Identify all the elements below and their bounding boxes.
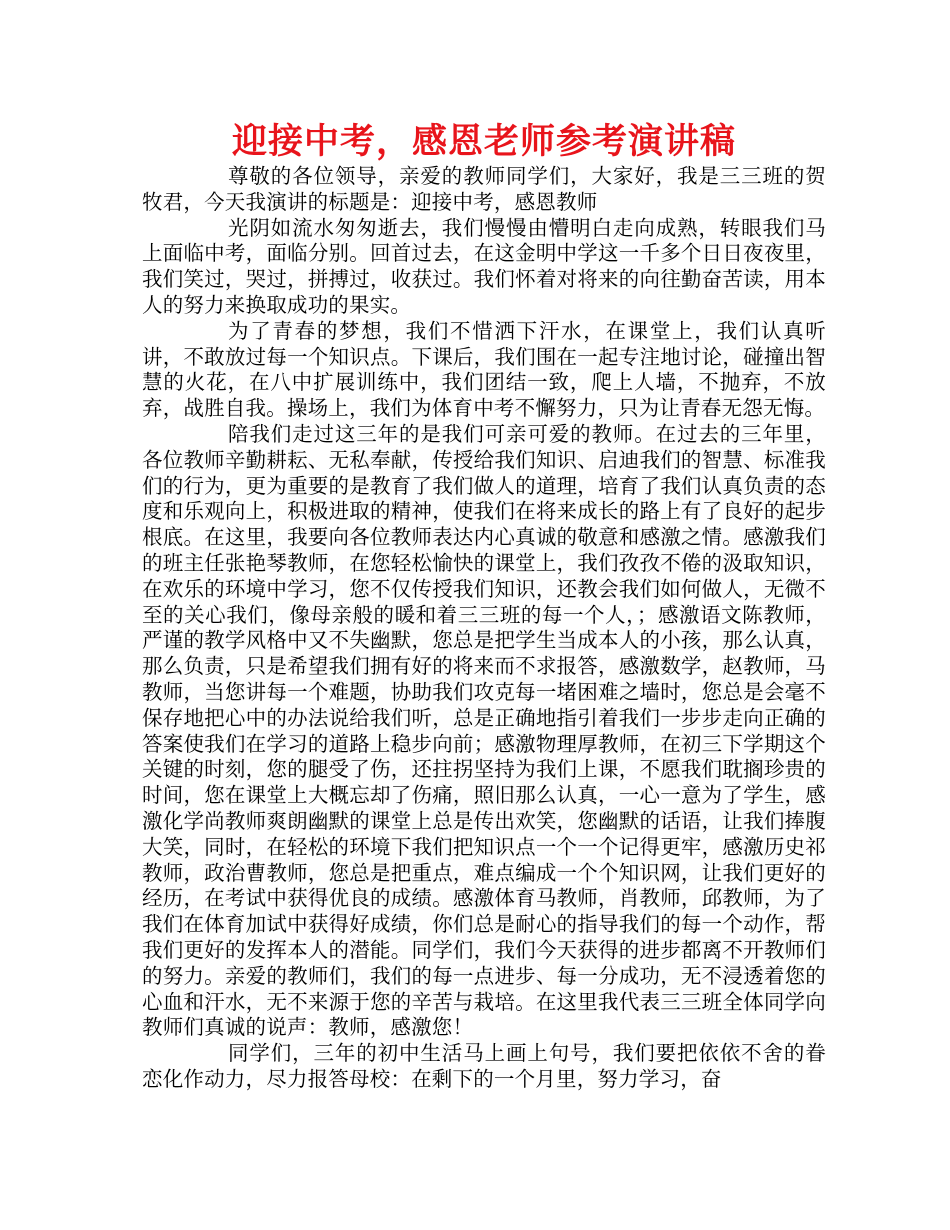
paragraph-youth-dream: 为了青春的梦想，我们不惜洒下汗水，在课堂上，我们认真听讲，不敢放过每一个知识点。下课后，我们围在一起专注地讨论，碰撞出智慧的火花，在八中扩展训练中，我们团结一致，爬上人墙，不抛弃，不放弃，战胜自我。操场上，我们为体育中考不懈努力，只为让青春无怨无悔。 [142, 318, 826, 421]
paragraph-greeting: 尊敬的各位领导，亲爱的教师同学们，大家好，我是三三班的贺牧君，今天我演讲的标题是：迎接中考，感恩教师 [142, 164, 826, 214]
paragraph-closing: 同学们，三年的初中生活马上画上句号，我们要把依依不舍的眷恋化作动力，尽力报答母校：在剩下的一个月里，努力学习，奋 [142, 1041, 826, 1091]
document-page [142, 118, 826, 1093]
paragraph-thanks-teachers: 陪我们走过这三年的是我们可亲可爱的教师。在过去的三年里，各位教师辛勤耕耘、无私奉献，传授给我们知识、启迪我们的智慧、标准我们的行为，更为重要的是教育了我们做人的道理，培育了我们认真负责的态度和乐观向上，积极进取的精神，使我们在将来成长的路上有了良好的起步根底。在这里，我要向各位教师表达内心真诚的敬意和感激之情。感激我们的班主任张艳琴教师，在您轻松愉快的课堂上，我们孜孜不倦的汲取知识，在欢乐的环境中学习，您不仅传授我们知识，还教会我们如何做人，无微不至的关心我们，像母亲般的暖和着三三班的每一个人，；感激语文陈教师，严谨的教学风格中又不失幽默，您总是把学生当成本人的小孩，那么认真，那么负责，只是希望我们拥有好的将来而不求报答，感激数学，赵教师，马教师，当您讲每一个难题，协助我们攻克每一堵困难之墙时，您总是会毫不保存地把心中的办法说给我们听，总是正确地指引着我们一步步走向正确的答案使我们在学习的道路上稳步向前；感激物理厚教师，在初三下学期这个关键的时刻，您的腿受了伤，还拄拐坚持为我们上课，不愿我们耽搁珍贵的时间，您在课堂上大概忘却了伤痛，照旧那么认真，一心一意为了学生，感激化学尚教师爽朗幽默的课堂上总是传出欢笑，您幽默的话语，让我们捧腹大笑，同时，在轻松的环境下我们把知识点一个一个记得更牢，感激历史祁教师，政治曹教师，您总是把重点，难点编成一个个知识网，让我们更好的经历，在考试中获得优良的成绩。感激体育马教师，肖教师，邱教师，为了我们在体育加试中获得好成绩，你们总是耐心的指导我们的每一个动作，帮我们更好的发挥本人的潜能。同学们，我们今天获得的进步都离不开教师们的努力。亲爱的教师们，我们的每一点进步、每一分成功，无不浸透着您的心血和汗水，无不来源于您的辛苦与栽培。在这里我代表三三班全体同学向教师们真诚的说声：教师，感激您！ [142, 421, 826, 1040]
document-body [142, 164, 826, 1093]
document-title: 迎接中考，感恩老师参考演讲稿 [231, 122, 736, 162]
paragraph-time-passing: 光阴如流水匆匆逝去，我们慢慢由懵明白走向成熟，转眼我们马上面临中考，面临分别。回首过去，在这金明中学这一千多个日日夜夜里，我们笑过，哭过，拼搏过，收获过。我们怀着对将来的向往勤奋苦读，用本人的努力来换取成功的果实。 [142, 215, 826, 317]
